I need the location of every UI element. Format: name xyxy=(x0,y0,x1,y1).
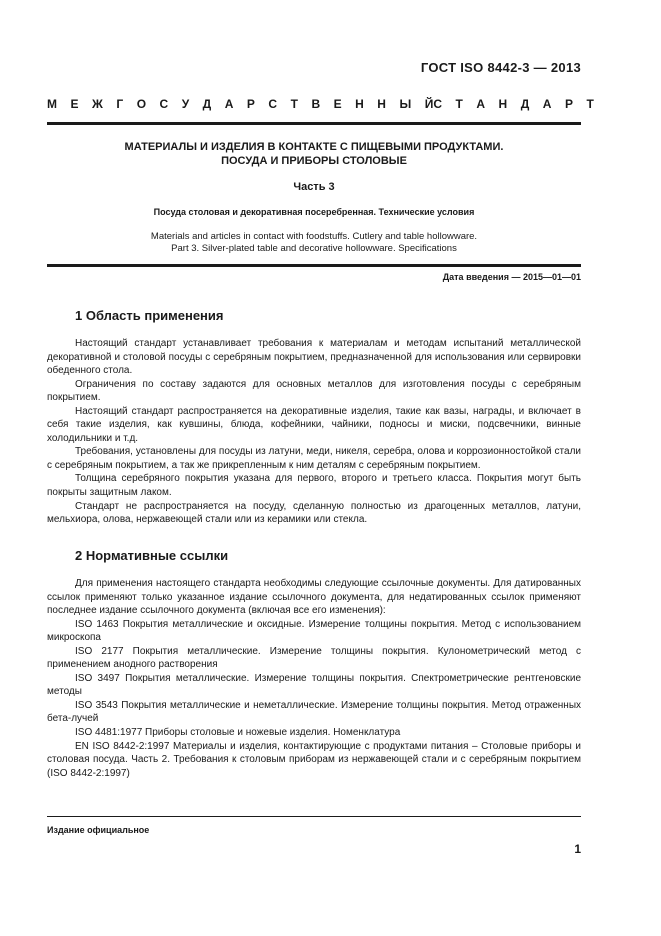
english-title-line-2: Part 3. Silver-plated table and decorative hollowware. Specifications xyxy=(171,243,457,254)
reference-item: ISO 3543 Покрытия металлические и неметаллические. Измерение толщины покрытия. Метод отраженных бета-лучей xyxy=(47,699,581,725)
banner-letter: Т xyxy=(586,97,594,111)
banner-letter: Н xyxy=(377,97,386,111)
banner-letter: Н xyxy=(355,97,364,111)
banner-letter: Ж xyxy=(92,97,103,111)
banner-letter: А xyxy=(542,97,552,111)
banner-letter: Т xyxy=(455,97,463,111)
official-edition-label: Издание официальное xyxy=(47,825,150,835)
document-number: ГОСТ ISO 8442-3 — 2013 xyxy=(420,60,581,75)
paragraph: Требования, установлены для посуды из латуни, меди, никеля, серебра, олова и коррозионностойкой стали с серебряным покрытием, а так же прикрепленным к ним деталям с серебряным покрытием. xyxy=(47,446,581,471)
banner-letter: У xyxy=(181,97,190,111)
banner-letter: С xyxy=(159,97,169,111)
paragraph: Настоящий стандарт устанавливает требования к материалам и методам испытаний металлической декоративной и столовой посуды с серебряным покрытием, предназначенной для использования или сервировки обеденного стола. xyxy=(47,338,581,377)
section-1-heading: 1 Область применения xyxy=(75,308,224,323)
reference-item: ISO 3497 Покрытия металлические. Измерение толщины покрытия. Спектрометрические рентгеновские методы xyxy=(47,672,581,698)
paragraph: Настоящий стандарт распространяется на декоративные изделия, такие как вазы, награды, и включает в себя такие изделия, как кувшины, блюда, кофейники, чайники, подносы и миски, подсвечники, винные холодильники и т.д. xyxy=(47,405,581,444)
paragraph: Стандарт не распространяется на посуду, сделанную полностью из драгоценных металлов, латуни, мельхиора, олова, нержавеющей стали или из керамики или стекла. xyxy=(47,500,581,526)
banner-word-interstate xyxy=(47,97,433,111)
banner-letter: В xyxy=(311,97,321,111)
section-2-body xyxy=(47,577,581,780)
banner-letter: Ы xyxy=(399,97,412,111)
banner-letter: С xyxy=(433,97,443,111)
section-1-body xyxy=(47,337,581,527)
english-title-line-1: Materials and articles in contact with foodstuffs. Cutlery and table hollowware. xyxy=(150,231,478,242)
banner-letter: Т xyxy=(290,97,298,111)
header-rule xyxy=(47,122,581,125)
reference-item: ISO 4481:1977 Приборы столовые и ножевые изделия. Номенклатура xyxy=(75,727,401,739)
banner-letter: Н xyxy=(498,97,508,111)
english-title xyxy=(47,231,581,255)
banner-letter: А xyxy=(476,97,486,111)
footer-rule xyxy=(47,816,581,817)
banner-letter: Г xyxy=(116,97,124,111)
introduction-date: Дата введения — 2015—01—01 xyxy=(442,272,581,282)
banner-letter: О xyxy=(136,97,147,111)
part-label: Часть 3 xyxy=(293,181,335,193)
reference-item: ISO 2177 Покрытия металлические. Измерение толщины покрытия. Кулонометрический метод с применением анодного растворения xyxy=(47,645,581,671)
paragraph: Ограничения по составу задаются для основных металлов для изготовления посуды с серебряным покрытием. xyxy=(47,378,581,404)
banner-letter: Д xyxy=(202,97,212,111)
banner-letter: Й xyxy=(424,97,434,111)
paragraph: Толщина серебряного покрытия указана для первого, второго и третьего класса. Покрытия могут быть покрыты защитным лаком. xyxy=(47,473,581,499)
reference-item: ISO 1463 Покрытия металлические и оксидные. Измерение толщины покрытия. Метод с использованием микроскопа xyxy=(47,618,581,644)
banner-letter: М xyxy=(47,97,57,111)
reference-item: EN ISO 8442-2:1997 Материалы и изделия, контактирующие с продуктами питания – Столовые приборы и столовая посуда. Часть 2. Требования к столовым приборам из нержавеющей стали и с серебряным покрытием (ISO 8442-2:1997) xyxy=(47,740,581,779)
document-subtitle: Посуда столовая и декоративная посеребренная. Технические условия xyxy=(153,207,475,217)
banner-letter: Е xyxy=(70,97,79,111)
page-number: 1 xyxy=(574,842,581,856)
banner-letter: Р xyxy=(564,97,573,111)
banner-letter: С xyxy=(268,97,278,111)
banner-letter: Е xyxy=(333,97,342,111)
banner-letter: А xyxy=(224,97,234,111)
title-rule xyxy=(47,264,581,267)
banner-letter: Р xyxy=(246,97,255,111)
section-2-heading: 2 Нормативные ссылки xyxy=(75,548,229,563)
title-line-1: МАТЕРИАЛЫ И ИЗДЕЛИЯ В КОНТАКТЕ С ПИЩЕВЫМИ ПРОДУКТАМИ. xyxy=(124,141,504,153)
document-title xyxy=(47,140,581,168)
interstate-standard-banner xyxy=(47,97,594,111)
banner-letter: Д xyxy=(520,97,530,111)
title-line-2: ПОСУДА И ПРИБОРЫ СТОЛОВЫЕ xyxy=(221,155,407,167)
paragraph: Для применения настоящего стандарта необходимы следующие ссылочные документы. Для датированных ссылок применяют только указанное издание ссылочного документа, для недатированных ссылок применяют последнее издание ссылочного документа (включая все его изменения): xyxy=(47,578,581,617)
banner-word-standard xyxy=(433,97,593,111)
